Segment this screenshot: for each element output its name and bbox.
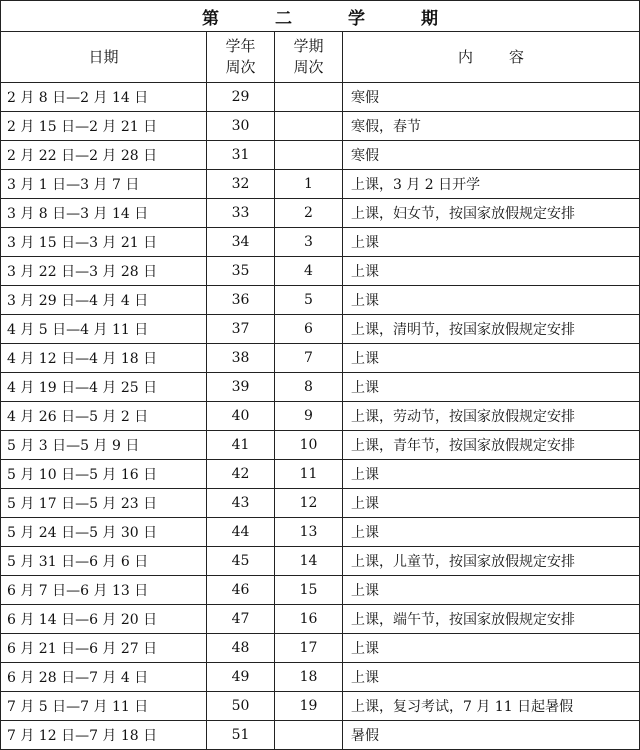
row-term-week: 5 bbox=[275, 286, 343, 315]
row-content: 上课 bbox=[343, 373, 640, 402]
table-row bbox=[1, 228, 640, 257]
row-content: 上课 bbox=[343, 286, 640, 315]
table-row bbox=[1, 373, 640, 402]
row-date: 7 月 12 日—7 月 18 日 bbox=[1, 721, 207, 750]
row-year-week: 47 bbox=[207, 605, 275, 634]
row-term-week: 4 bbox=[275, 257, 343, 286]
table-row bbox=[1, 431, 640, 460]
row-term-week bbox=[275, 721, 343, 750]
table-row bbox=[1, 83, 640, 112]
row-date: 5 月 24 日—5 月 30 日 bbox=[1, 518, 207, 547]
row-year-week: 43 bbox=[207, 489, 275, 518]
row-date: 6 月 21 日—6 月 27 日 bbox=[1, 634, 207, 663]
row-year-week: 51 bbox=[207, 721, 275, 750]
row-year-week: 34 bbox=[207, 228, 275, 257]
row-year-week: 32 bbox=[207, 170, 275, 199]
title-char: 学 bbox=[348, 8, 365, 29]
table-row bbox=[1, 634, 640, 663]
row-term-week: 7 bbox=[275, 344, 343, 373]
row-term-week: 12 bbox=[275, 489, 343, 518]
row-term-week bbox=[275, 83, 343, 112]
row-term-week: 19 bbox=[275, 692, 343, 721]
row-content: 上课，清明节，按国家放假规定安排 bbox=[343, 315, 640, 344]
row-term-week: 10 bbox=[275, 431, 343, 460]
row-content: 上课 bbox=[343, 663, 640, 692]
row-date: 5 月 10 日—5 月 16 日 bbox=[1, 460, 207, 489]
table-row bbox=[1, 286, 640, 315]
row-date: 3 月 15 日—3 月 21 日 bbox=[1, 228, 207, 257]
row-year-week: 46 bbox=[207, 576, 275, 605]
row-content: 寒假 bbox=[343, 141, 640, 170]
row-year-week: 31 bbox=[207, 141, 275, 170]
row-content: 上课 bbox=[343, 518, 640, 547]
header-row bbox=[1, 32, 640, 83]
row-content: 上课 bbox=[343, 228, 640, 257]
row-content: 上课 bbox=[343, 576, 640, 605]
row-year-week: 48 bbox=[207, 634, 275, 663]
row-year-week: 40 bbox=[207, 402, 275, 431]
row-term-week: 9 bbox=[275, 402, 343, 431]
row-term-week: 14 bbox=[275, 547, 343, 576]
table-row bbox=[1, 489, 640, 518]
table-row bbox=[1, 460, 640, 489]
row-date: 7 月 5 日—7 月 11 日 bbox=[1, 692, 207, 721]
row-date: 4 月 26 日—5 月 2 日 bbox=[1, 402, 207, 431]
table-row bbox=[1, 663, 640, 692]
row-date: 3 月 1 日—3 月 7 日 bbox=[1, 170, 207, 199]
table-row bbox=[1, 518, 640, 547]
row-date: 5 月 3 日—5 月 9 日 bbox=[1, 431, 207, 460]
title-char: 期 bbox=[421, 8, 438, 29]
header-year-week bbox=[207, 32, 275, 83]
title-char: 第 bbox=[202, 8, 219, 29]
row-year-week: 42 bbox=[207, 460, 275, 489]
row-term-week: 17 bbox=[275, 634, 343, 663]
header-content bbox=[343, 32, 640, 83]
header-term-week-line1: 学期 bbox=[293, 37, 324, 55]
row-year-week: 29 bbox=[207, 83, 275, 112]
row-year-week: 45 bbox=[207, 547, 275, 576]
row-content: 上课 bbox=[343, 489, 640, 518]
table-row bbox=[1, 576, 640, 605]
table-row bbox=[1, 257, 640, 286]
row-content: 上课，劳动节，按国家放假规定安排 bbox=[343, 402, 640, 431]
table-row bbox=[1, 402, 640, 431]
header-content-char: 容 bbox=[509, 47, 525, 66]
row-term-week: 3 bbox=[275, 228, 343, 257]
row-term-week: 18 bbox=[275, 663, 343, 692]
table-title bbox=[1, 1, 640, 32]
title-char: 二 bbox=[275, 8, 292, 29]
row-date: 2 月 15 日—2 月 21 日 bbox=[1, 112, 207, 141]
row-year-week: 33 bbox=[207, 199, 275, 228]
row-term-week bbox=[275, 141, 343, 170]
row-date: 3 月 8 日—3 月 14 日 bbox=[1, 199, 207, 228]
row-term-week: 8 bbox=[275, 373, 343, 402]
row-date: 5 月 31 日—6 月 6 日 bbox=[1, 547, 207, 576]
row-content: 上课 bbox=[343, 344, 640, 373]
table-row bbox=[1, 721, 640, 750]
row-date: 4 月 19 日—4 月 25 日 bbox=[1, 373, 207, 402]
row-content: 寒假 bbox=[343, 83, 640, 112]
row-year-week: 37 bbox=[207, 315, 275, 344]
row-content: 上课，3 月 2 日开学 bbox=[343, 170, 640, 199]
table-row bbox=[1, 199, 640, 228]
row-content: 上课，复习考试，7 月 11 日起暑假 bbox=[343, 692, 640, 721]
row-date: 2 月 22 日—2 月 28 日 bbox=[1, 141, 207, 170]
row-year-week: 39 bbox=[207, 373, 275, 402]
row-date: 2 月 8 日—2 月 14 日 bbox=[1, 83, 207, 112]
row-term-week bbox=[275, 112, 343, 141]
header-year-week-line2: 周次 bbox=[225, 58, 256, 76]
row-term-week: 11 bbox=[275, 460, 343, 489]
header-year-week-line1: 学年 bbox=[225, 37, 256, 55]
row-date: 6 月 14 日—6 月 20 日 bbox=[1, 605, 207, 634]
header-content-char: 内 bbox=[457, 47, 473, 66]
row-date: 6 月 28 日—7 月 4 日 bbox=[1, 663, 207, 692]
row-date: 3 月 29 日—4 月 4 日 bbox=[1, 286, 207, 315]
row-term-week: 15 bbox=[275, 576, 343, 605]
table-row bbox=[1, 170, 640, 199]
table-row bbox=[1, 547, 640, 576]
header-date: 日期 bbox=[1, 32, 207, 83]
row-content: 上课，端午节，按国家放假规定安排 bbox=[343, 605, 640, 634]
row-content: 寒假，春节 bbox=[343, 112, 640, 141]
row-date: 5 月 17 日—5 月 23 日 bbox=[1, 489, 207, 518]
table-row bbox=[1, 315, 640, 344]
row-year-week: 44 bbox=[207, 518, 275, 547]
row-content: 上课，妇女节，按国家放假规定安排 bbox=[343, 199, 640, 228]
row-date: 4 月 5 日—4 月 11 日 bbox=[1, 315, 207, 344]
table-row bbox=[1, 112, 640, 141]
table-row bbox=[1, 344, 640, 373]
table-body bbox=[1, 83, 640, 750]
row-date: 4 月 12 日—4 月 18 日 bbox=[1, 344, 207, 373]
row-year-week: 36 bbox=[207, 286, 275, 315]
row-year-week: 41 bbox=[207, 431, 275, 460]
title-row bbox=[1, 1, 640, 32]
table-row bbox=[1, 141, 640, 170]
row-content: 暑假 bbox=[343, 721, 640, 750]
header-term-week-line2: 周次 bbox=[293, 58, 324, 76]
row-date: 6 月 7 日—6 月 13 日 bbox=[1, 576, 207, 605]
row-content: 上课 bbox=[343, 634, 640, 663]
table-row bbox=[1, 605, 640, 634]
row-content: 上课，青年节，按国家放假规定安排 bbox=[343, 431, 640, 460]
row-year-week: 50 bbox=[207, 692, 275, 721]
row-year-week: 38 bbox=[207, 344, 275, 373]
header-term-week bbox=[275, 32, 343, 83]
row-year-week: 30 bbox=[207, 112, 275, 141]
row-term-week: 1 bbox=[275, 170, 343, 199]
row-term-week: 6 bbox=[275, 315, 343, 344]
row-content: 上课 bbox=[343, 460, 640, 489]
row-content: 上课，儿童节，按国家放假规定安排 bbox=[343, 547, 640, 576]
row-term-week: 2 bbox=[275, 199, 343, 228]
row-term-week: 13 bbox=[275, 518, 343, 547]
table-row bbox=[1, 692, 640, 721]
row-year-week: 49 bbox=[207, 663, 275, 692]
row-content: 上课 bbox=[343, 257, 640, 286]
row-year-week: 35 bbox=[207, 257, 275, 286]
row-term-week: 16 bbox=[275, 605, 343, 634]
row-date: 3 月 22 日—3 月 28 日 bbox=[1, 257, 207, 286]
